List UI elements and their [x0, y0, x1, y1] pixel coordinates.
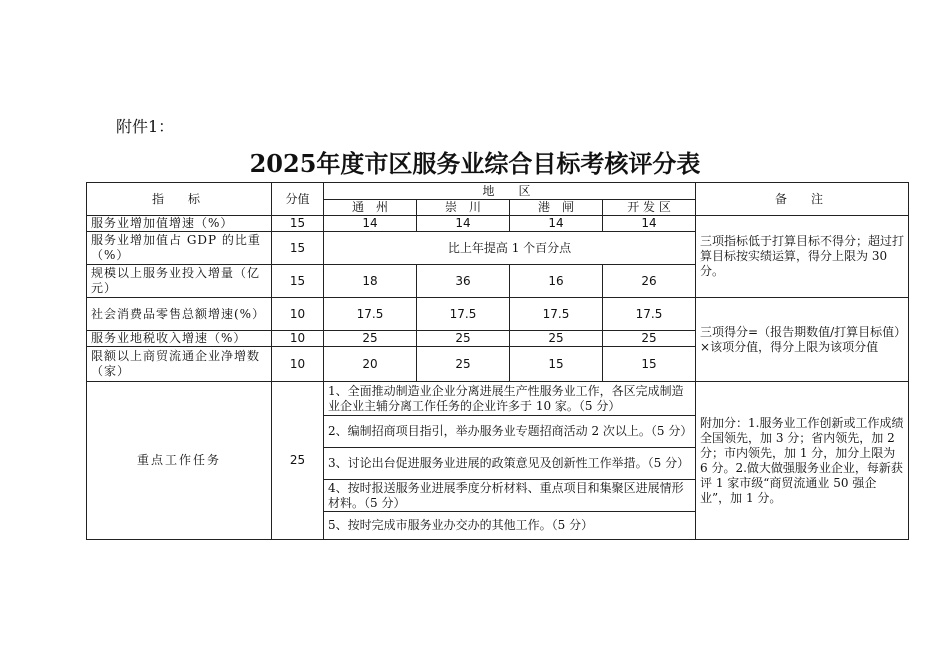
remark-note-3: 附加分：1.服务业工作创新或工作成绩全国领先，加 3 分；省内领先，加 2 分；市内领先，加 1 分，加分上限为 6 分。2.做大做强服务业企业，每新获评 1 家市级“商贸流通业 50 强企业”，加 1 分。	[696, 382, 909, 540]
indicator-score: 10	[272, 298, 324, 331]
indicator-score: 15	[272, 216, 324, 232]
region-value: 25	[417, 331, 510, 347]
key-task-item: 3、讨论出台促进服务业进展的政策意见及创新性工作举措。（5 分）	[324, 448, 696, 480]
table-row	[87, 298, 909, 331]
indicator-name: 规模以上服务业投入增量（亿元）	[87, 265, 272, 298]
header-indicator: 指 标	[87, 183, 272, 216]
header-region-gangzha: 港 闸	[510, 200, 603, 216]
merged-region-value: 比上年提高 1 个百分点	[324, 232, 696, 265]
region-value: 26	[603, 265, 696, 298]
region-value: 25	[603, 331, 696, 347]
table-row	[87, 216, 909, 232]
region-value: 17.5	[603, 298, 696, 331]
header-region-kaifaqu: 开 发 区	[603, 200, 696, 216]
header-region-chongchuan: 崇 川	[417, 200, 510, 216]
region-value: 25	[324, 331, 417, 347]
key-task-item: 4、按时报送服务业进展季度分析材料、重点项目和集聚区进展情形材料。（5 分）	[324, 480, 696, 512]
region-value: 14	[417, 216, 510, 232]
region-value: 20	[324, 347, 417, 382]
indicator-name: 服务业增加值占 GDP 的比重（%）	[87, 232, 272, 265]
header-score: 分值	[272, 183, 324, 216]
header-remarks: 备 注	[696, 183, 909, 216]
key-task-row	[87, 382, 909, 416]
page-title: 2025年度市区服务业综合目标考核评分表	[249, 149, 701, 178]
key-task-item: 5、按时完成市服务业办交办的其他工作。（5 分）	[324, 512, 696, 540]
region-value: 25	[417, 347, 510, 382]
indicator-name: 社会消费品零售总额增速(%）	[87, 298, 272, 331]
region-value: 25	[510, 331, 603, 347]
region-value: 17.5	[510, 298, 603, 331]
key-tasks-score: 25	[272, 382, 324, 540]
remark-note-2: 三项得分=（报告期数值/打算目标值）×该项分值，得分上限为该项分值	[696, 298, 909, 382]
attachment-label: 附件1：	[116, 117, 175, 136]
region-value: 36	[417, 265, 510, 298]
region-value: 14	[510, 216, 603, 232]
header-region-tongzhou: 通 州	[324, 200, 417, 216]
indicator-name: 服务业地税收入增速（%）	[87, 331, 272, 347]
indicator-name: 服务业增加值增速（%）	[87, 216, 272, 232]
header-region: 地 区	[324, 183, 696, 200]
header-row	[87, 183, 909, 200]
region-value: 14	[324, 216, 417, 232]
region-value: 14	[603, 216, 696, 232]
indicator-name: 限额以上商贸流通企业净增数（家）	[87, 347, 272, 382]
indicator-score: 15	[272, 265, 324, 298]
region-value: 17.5	[324, 298, 417, 331]
key-tasks-name: 重点工作任务	[87, 382, 272, 540]
region-value: 16	[510, 265, 603, 298]
remark-note-1: 三项指标低于打算目标不得分；超过打算目标按实绩运算，得分上限为 30 分。	[696, 216, 909, 298]
indicator-score: 10	[272, 347, 324, 382]
indicator-score: 15	[272, 232, 324, 265]
key-task-item: 1、全面推动制造业企业分离进展生产性服务业工作，各区完成制造业企业主辅分离工作任务的企业许多于 10 家。（5 分）	[324, 382, 696, 416]
region-value: 18	[324, 265, 417, 298]
region-value: 15	[603, 347, 696, 382]
region-value: 17.5	[417, 298, 510, 331]
region-value: 15	[510, 347, 603, 382]
key-task-item: 2、编制招商项目指引，举办服务业专题招商活动 2 次以上。（5 分）	[324, 416, 696, 448]
indicator-score: 10	[272, 331, 324, 347]
score-table	[86, 182, 909, 540]
